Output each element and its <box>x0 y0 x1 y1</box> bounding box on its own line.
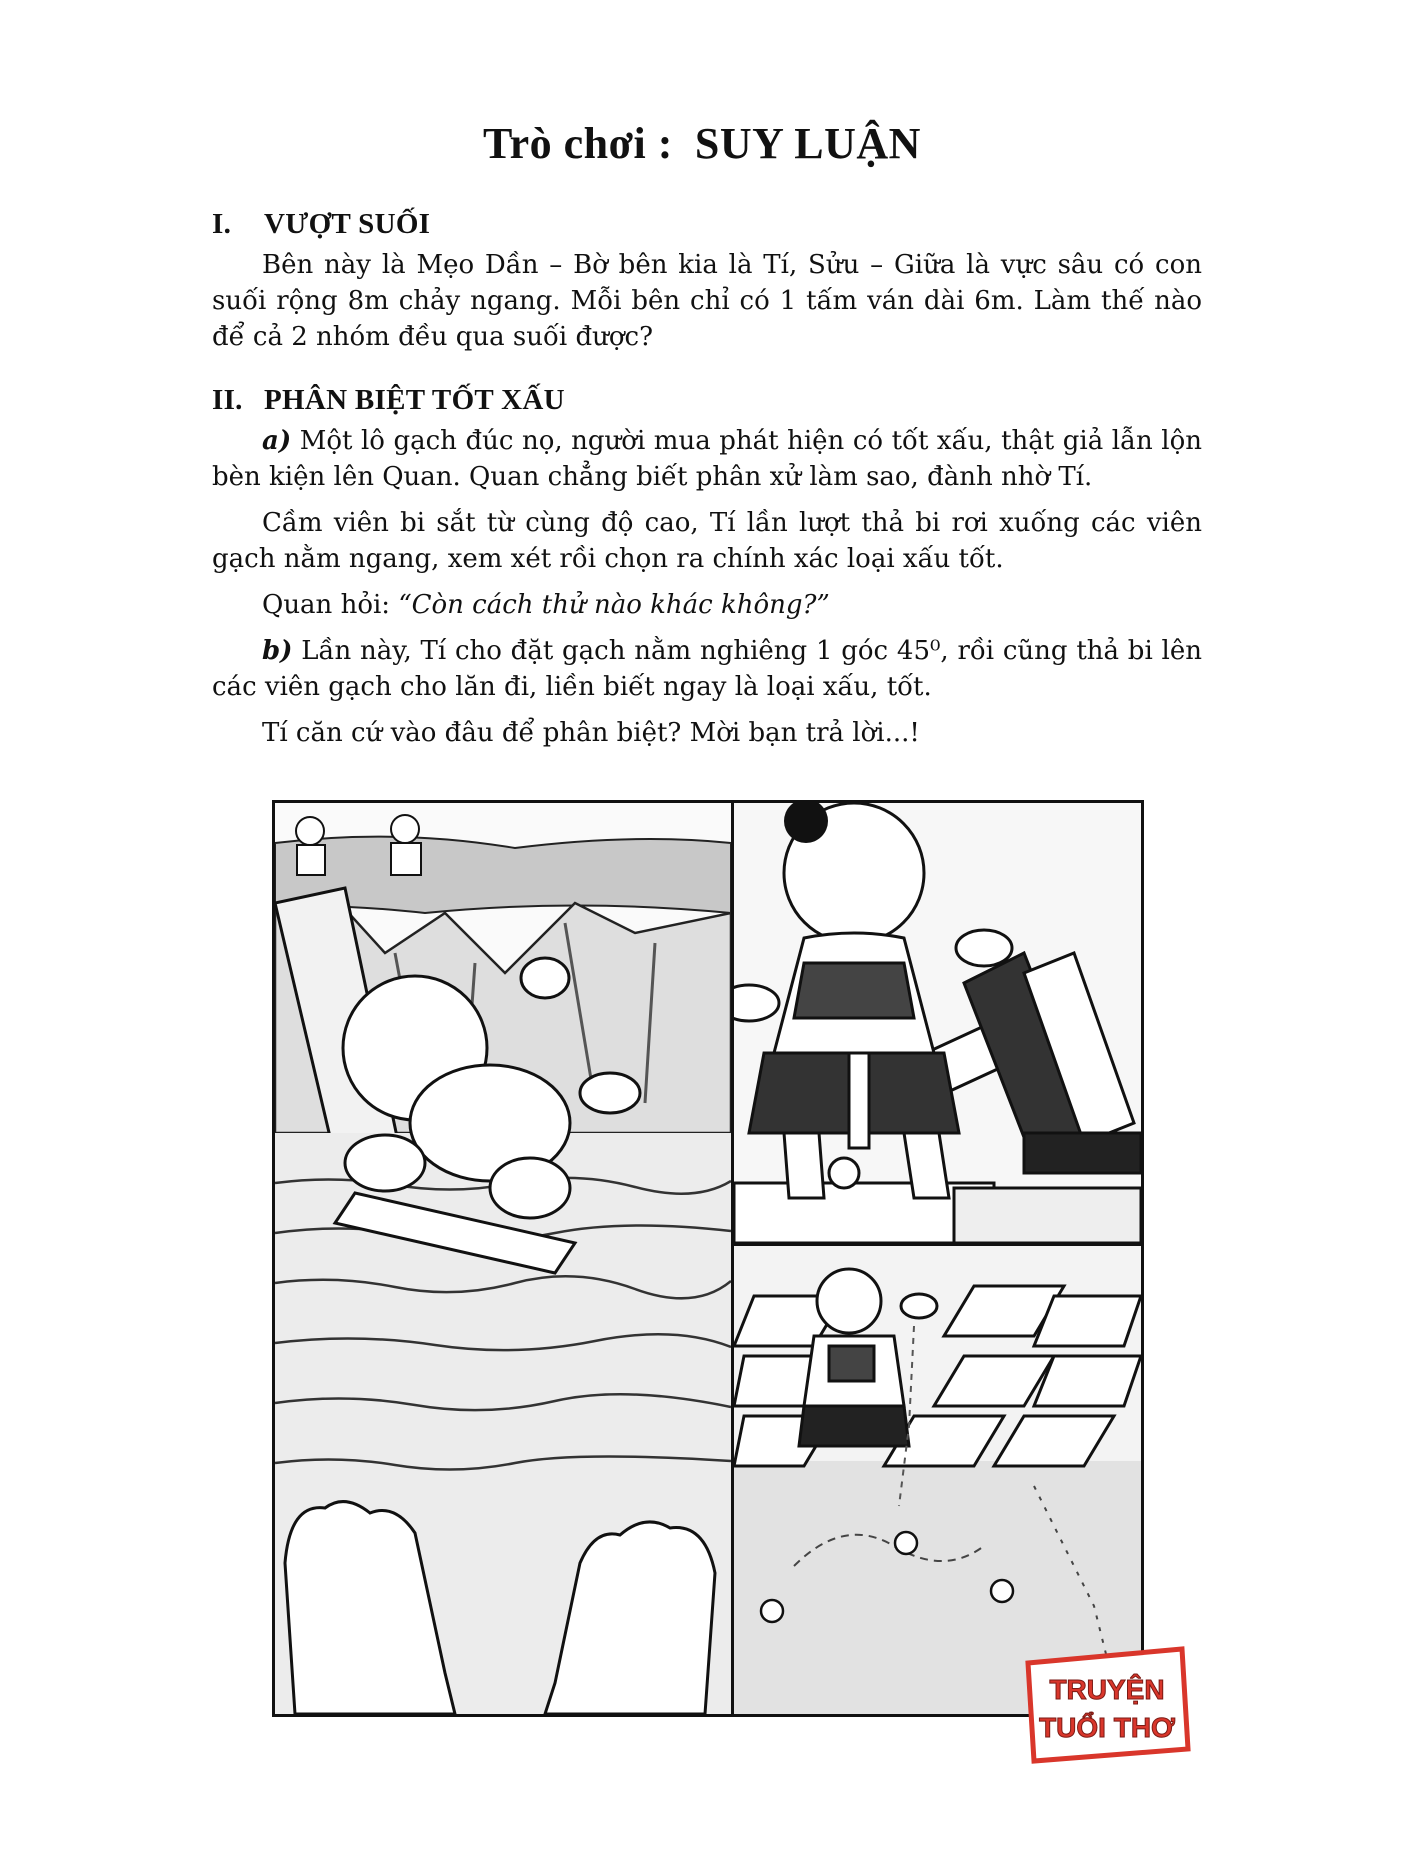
comic-panel-stream <box>275 803 734 1714</box>
label-a: a) <box>262 426 292 456</box>
roll-ball-scene-drawing <box>734 1246 1141 1714</box>
logo-badge <box>1022 1645 1192 1765</box>
section-text: Bên này là Mẹo Dần – Bờ bên kia là Tí, Sửu – Giữa là vực sâu có con suối rộng 8m chảy ngang. Mỗi bên chỉ có 1 tấm ván dài 6m. Làm thế nào để cả 2 nhóm đều qua suối được? <box>212 250 1202 352</box>
title-main: SUY LUẬN <box>694 119 921 168</box>
stream-scene-drawing <box>275 803 731 1714</box>
paragraph-b-text: Lần này, Tí cho đặt gạch nằm nghiêng 1 góc 45⁰, rồi cũng thả bi lên các viên gạch cho lăn đi, liền biết ngay là loại xấu, tốt. <box>212 636 1202 702</box>
paragraph-a-text: Một lô gạch đúc nọ, người mua phát hiện có tốt xấu, thật giả lẫn lộn bèn kiện lên Quan. Quan chẳng biết phân xử làm sao, đành nhờ Tí. <box>212 426 1202 492</box>
paragraph-3 <box>212 587 1202 623</box>
comic-panel-roll-ball <box>734 1246 1141 1714</box>
svg-text:TUỔI THƠ: TUỔI THƠ <box>1039 1712 1175 1743</box>
section-phan-biet <box>212 384 1202 751</box>
comic-panel-drop-ball <box>734 803 1141 1246</box>
drop-ball-scene-drawing <box>734 803 1141 1243</box>
svg-text:TRUYỆN: TRUYỆN <box>1049 1674 1165 1705</box>
label-b: b) <box>262 636 293 666</box>
section-heading <box>212 384 1202 417</box>
comic-illustration <box>272 800 1144 1717</box>
page-title <box>0 118 1404 169</box>
paragraph-a <box>212 423 1202 495</box>
section-title: PHÂN BIỆT TỐT XẤU <box>264 384 565 416</box>
paragraph-b <box>212 633 1202 705</box>
paragraph-5: Tí căn cứ vào đâu để phân biệt? Mời bạn trả lời...! <box>262 718 920 748</box>
paragraph-3-lead: Quan hỏi: <box>262 590 391 620</box>
truyen-tuoi-tho-logo <box>1022 1645 1192 1765</box>
paragraph-3-quote: “Còn cách thử nào khác không?” <box>398 590 830 620</box>
paragraph-2: Cầm viên bi sắt từ cùng độ cao, Tí lần lượt thả bi rơi xuống các viên gạch nằm ngang, xem xét rồi chọn ra chính xác loại xấu tốt. <box>212 508 1202 574</box>
section-title: VƯỢT SUỐI <box>264 208 431 240</box>
title-prefix: Trò chơi : <box>483 119 673 168</box>
section-number: II. <box>212 384 243 416</box>
section-heading <box>212 208 1202 241</box>
section-vuot-suoi <box>212 208 1202 355</box>
section-number: I. <box>212 208 232 240</box>
